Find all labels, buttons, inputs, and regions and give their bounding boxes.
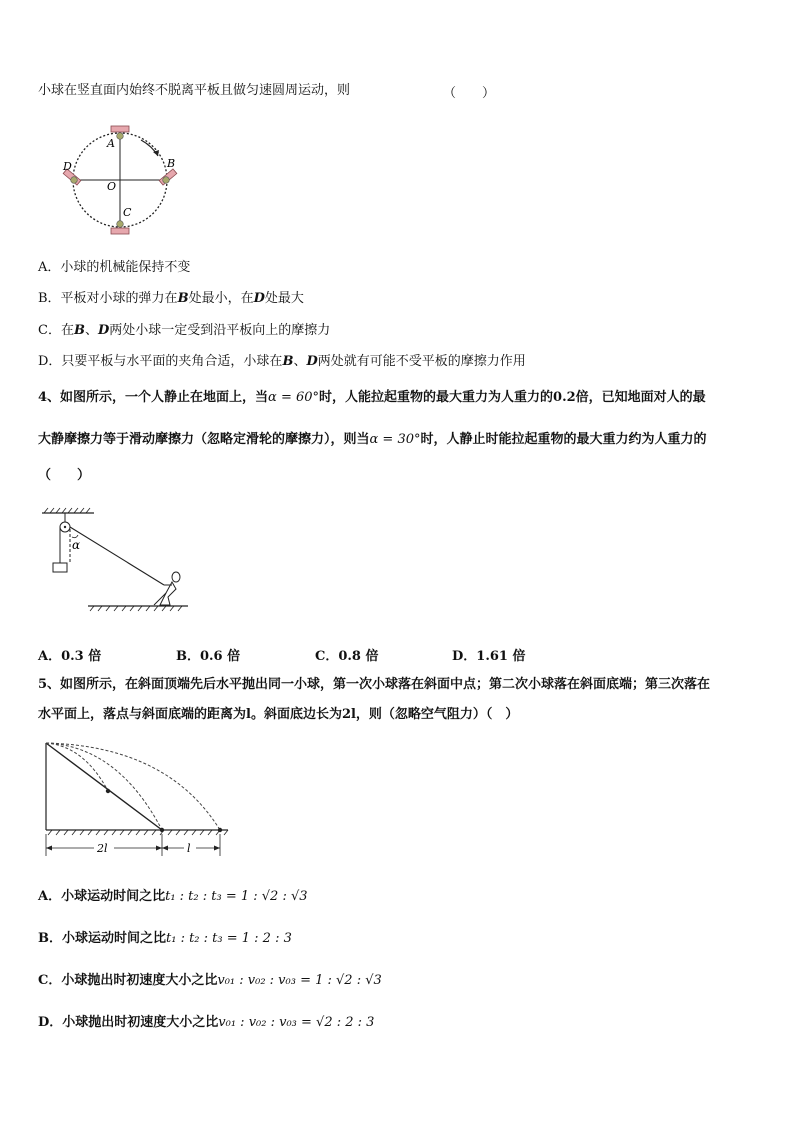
q5-option-c-math: v₀₁ : v₀₂ : v₀₃ = 1 : √2 : √3 bbox=[217, 973, 382, 988]
q5-option-b-text: B．小球运动时间之比 bbox=[38, 931, 166, 946]
q3-label-o: O bbox=[107, 180, 117, 193]
q3-label-c: C bbox=[123, 206, 132, 219]
q3-plate-top bbox=[111, 126, 129, 132]
q3-option-d[interactable] bbox=[38, 353, 526, 371]
q5-option-c[interactable] bbox=[38, 972, 382, 990]
q4-option-a[interactable]: A．0.3 倍 bbox=[38, 649, 102, 664]
q3-ball-a bbox=[117, 133, 124, 140]
q5-label-2l: 2l bbox=[97, 842, 108, 855]
q4-stem-line2 bbox=[38, 431, 707, 449]
q3-plate-bottom bbox=[111, 228, 129, 234]
q3-option-c[interactable] bbox=[38, 322, 330, 340]
q3-option-b-post: 处最大 bbox=[264, 291, 304, 306]
q5-option-a[interactable] bbox=[38, 888, 308, 906]
q4-line1-math: α = 60° bbox=[268, 390, 320, 405]
q4-weight bbox=[53, 563, 67, 572]
q5-option-a-math: t₁ : t₂ : t₃ = 1 : √2 : √3 bbox=[165, 889, 308, 904]
q4-option-b[interactable]: B．0.6 倍 bbox=[176, 649, 241, 664]
q5-option-b-math: t₁ : t₂ : t₃ = 1 : 2 : 3 bbox=[166, 931, 292, 946]
q3-option-d-sep: 、 bbox=[293, 354, 307, 369]
q3-option-b-mid: 处最小，在 bbox=[188, 291, 254, 306]
q3-label-b: B bbox=[167, 157, 176, 170]
q3-option-d-point-d: D bbox=[306, 354, 318, 369]
q3-option-b-pre: B．平板对小球的弹力在 bbox=[38, 291, 178, 306]
q3-ball-d bbox=[71, 177, 78, 184]
q3-option-c-post: 两处小球一定受到沿平板向上的摩擦力 bbox=[109, 323, 331, 338]
q4-line1-post: 时，人能拉起重物的最大重力为人重力的0.2倍，已知地面对人的最 bbox=[319, 390, 706, 405]
q3-option-d-pre: D．只要平板与水平面的夹角合适，小球在 bbox=[38, 354, 283, 369]
q5-option-a-text: A．小球运动时间之比 bbox=[38, 889, 166, 904]
q3-option-b[interactable] bbox=[38, 290, 304, 308]
q5-stem-line2: 水平面上，落点与斜面底端的距离为l。斜面底边长为2l，则（忽略空气阻力）（ ） bbox=[38, 707, 519, 722]
q5-option-c-text: C．小球抛出时初速度大小之比 bbox=[38, 973, 218, 988]
q4-stem-line1 bbox=[38, 389, 706, 407]
q5-option-d-math: v₀₁ : v₀₂ : v₀₃ = √2 : 2 : 3 bbox=[218, 1015, 375, 1030]
q5-label-l: l bbox=[187, 842, 191, 855]
q3-option-d-post: 两处就有可能不受平板的摩擦力作用 bbox=[317, 354, 526, 369]
q5-option-d[interactable] bbox=[38, 1014, 374, 1032]
q3-answer-paren: （ ） bbox=[443, 86, 496, 101]
q3-option-a[interactable]: A．小球的机械能保持不变 bbox=[38, 260, 191, 275]
q3-ball-b bbox=[163, 177, 170, 184]
q4-option-c[interactable]: C．0.8 倍 bbox=[315, 649, 379, 664]
q3-option-b-point-d: D bbox=[253, 291, 265, 306]
q3-option-c-point-b: B bbox=[73, 323, 85, 338]
q3-ball-c bbox=[117, 221, 124, 228]
q3-option-c-pre: C．在 bbox=[38, 323, 74, 338]
q4-alpha-label: α bbox=[72, 538, 81, 552]
q3-option-c-sep: 、 bbox=[84, 323, 98, 338]
q3-option-d-point-b: B bbox=[282, 354, 294, 369]
q5-incline bbox=[46, 743, 162, 830]
q5-stem-line1: 5、如图所示，在斜面顶端先后水平抛出同一小球，第一次小球落在斜面中点；第二次小球落在斜面底端；第三次落在 bbox=[38, 677, 711, 692]
q4-line1-pre: 4、如图所示，一个人静止在地面上，当 bbox=[38, 390, 269, 405]
q5-incline-figure bbox=[38, 738, 238, 858]
q4-line2-pre: 大静摩擦力等于滑动摩擦力（忽略定滑轮的摩擦力），则当 bbox=[38, 432, 370, 447]
q5-option-b[interactable] bbox=[38, 930, 292, 948]
q3-label-d: D bbox=[63, 160, 72, 173]
q4-pulley-figure bbox=[38, 505, 198, 620]
q4-person-icon bbox=[154, 572, 180, 605]
q3-stem: 小球在竖直面内始终不脱离平板且做匀速圆周运动，则 bbox=[38, 83, 351, 98]
q3-label-a: A bbox=[107, 137, 115, 150]
q4-line2-post: 时，人静止时能拉起重物的最大重力约为人重力的 bbox=[420, 432, 707, 447]
q3-option-b-point-b: B bbox=[177, 291, 189, 306]
q4-answer-paren: （ ） bbox=[38, 468, 91, 483]
q5-option-d-text: D．小球抛出时初速度大小之比 bbox=[38, 1015, 219, 1030]
q3-circle-figure bbox=[55, 120, 195, 235]
q4-line2-math: α = 30° bbox=[369, 432, 421, 447]
q3-option-c-point-d: D bbox=[97, 323, 110, 338]
q4-option-d[interactable]: D．1.61 倍 bbox=[452, 649, 526, 664]
